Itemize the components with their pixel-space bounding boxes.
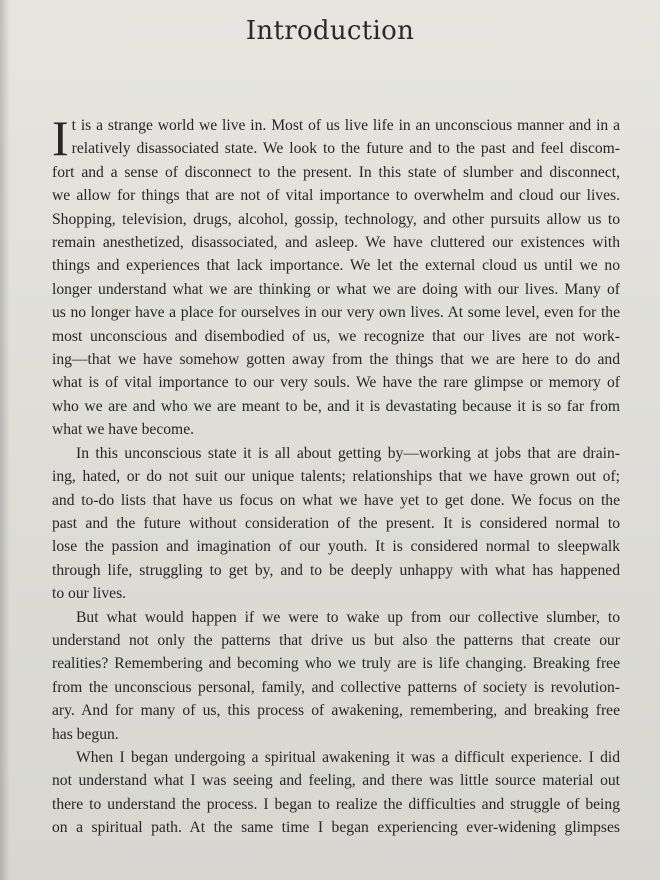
text-line: most unconscious and disembodied of us, we recognize that our lives are not work- [52,327,620,345]
text-line: t is a strange world we live in. Most of us live life in an unconscious manner and in a [71,117,620,134]
text-line: we allow for things that are not of vital importance to overwhelm and cloud our lives. [52,187,620,205]
text-line: remain anesthetized, disassociated, and asleep. We have cluttered our existences with [52,234,620,252]
text-line: who we are and who we are meant to be, and it is devastating because it is so far from [52,397,620,415]
text-line: realities? Remembering and becoming who we truly are is life changing. Breaking free [52,655,620,673]
text-line: has begun. [52,725,119,743]
text-line: from the unconscious personal, family, and collective patterns of society is revolution- [52,678,620,696]
text-line: ary. And for many of us, this process of awakening, remembering, and breaking free [52,702,620,720]
text-line: fort and a sense of disconnect to the present. In this state of slumber and disconnect, [52,163,620,181]
text-line: to our lives. [52,585,127,603]
text-line: relatively disassociated state. We look to the future and to the past and feel discom- [71,140,620,158]
text-line: lose the passion and imagination of our youth. It is considered normal to sleepwalk [52,538,620,556]
text-line: understand not only the patterns that drive us but also the patterns that create our [52,631,620,649]
text-line: through life, struggling to get by, and to be deeply unhappy with what has happened [52,561,620,579]
drop-cap: I [52,110,69,166]
text-line: what is of vital importance to our very souls. We have the rare glimpse or memory of [52,374,620,392]
text-line: not understand what I was seeing and feeling, and there was little source material out [52,772,620,790]
paragraph-2 [52,442,620,606]
text-line: In this unconscious state it is all about getting by—working at jobs that are drain- [76,444,620,462]
text-line: When I began undergoing a spiritual awakening it was a difficult experience. I did [76,748,620,766]
text-line: ing, hated, or do not suit our unique talents; relationships that we have grown out of; [52,468,620,486]
text-line: there to understand the process. I began to realize the difficulties and struggle of being [52,795,620,813]
paragraph-4 [52,746,620,840]
text-line: Shopping, television, drugs, alcohol, gossip, technology, and other pursuits allow us to [52,210,620,228]
text-line: longer understand what we are thinking or what we are doing with our lives. Many of [52,280,620,298]
text-line: past and the future without consideration of the present. It is considered normal to [52,514,620,532]
text-line: But what would happen if we were to wake up from our collective slumber, to [76,608,620,626]
text-line: ing—that we have somehow gotten away from the things that we are here to do and [52,351,620,369]
paragraph-3 [52,606,620,746]
chapter-title: Introduction [245,16,415,46]
text-line: and to-do lists that have us focus on what we have yet to get done. We focus on the [52,491,620,509]
page-gutter-shadow [0,0,10,880]
paragraph-1 [52,110,620,442]
text-line: on a spiritual path. At the same time I began experiencing ever-widening glimpses [52,819,620,837]
text-line: what we have become. [52,421,195,439]
text-line: us no longer have a place for ourselves in our very own lives. At some level, even for the [52,304,620,322]
text-line: things and experiences that lack importance. We let the external cloud us until we no [52,257,620,275]
body-text [52,110,620,840]
